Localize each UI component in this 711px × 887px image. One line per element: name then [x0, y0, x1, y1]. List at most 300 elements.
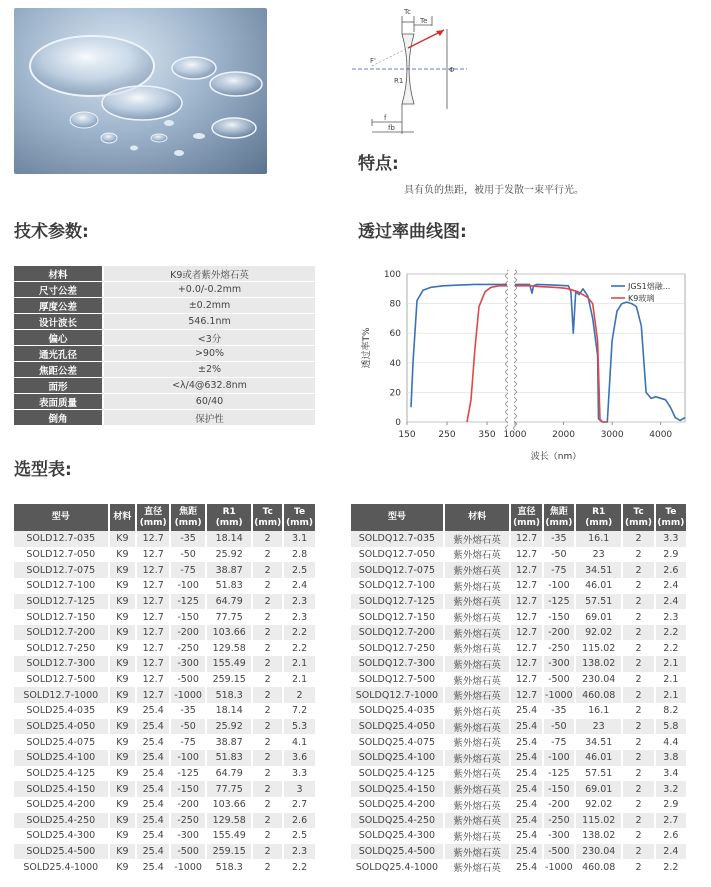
column-header: 直径 (mm) [510, 504, 542, 531]
table-cell: 2.1 [283, 672, 315, 688]
table-cell: 2.6 [283, 813, 315, 829]
table-cell: 紫外熔石英 [444, 703, 511, 719]
table-cell: 2 [622, 781, 654, 797]
table-cell: 77.75 [206, 781, 252, 797]
table-cell: 69.01 [575, 609, 622, 625]
features-title: 特点: [358, 154, 399, 174]
table-cell: SOLD25.4-050 [14, 719, 109, 735]
y-tick-label: 80 [389, 299, 401, 310]
table-cell: SOLDQ12.7-250 [351, 640, 444, 656]
product-photo [14, 8, 267, 174]
table-cell: 2 [622, 859, 654, 875]
table-cell: SOLDQ12.7-125 [351, 594, 444, 610]
table-cell: K9 [109, 703, 137, 719]
table-cell: 2 [252, 797, 283, 813]
table-cell: -50 [543, 719, 575, 735]
table-header-row [351, 504, 686, 531]
x-tick-label: 3000 [600, 430, 624, 440]
table-cell: 2.1 [655, 672, 686, 688]
table-row [351, 578, 686, 594]
table-cell: -125 [170, 594, 206, 610]
table-cell: 2 [252, 531, 283, 547]
table-row [351, 640, 686, 656]
table-row [14, 750, 315, 766]
table-cell: 2.3 [283, 844, 315, 860]
table-row [14, 828, 315, 844]
table-cell: SOLD12.7-500 [14, 672, 109, 688]
y-tick-label: 0 [395, 418, 401, 428]
features-text: 具有负的焦距，被用于发散一束平行光。 [404, 185, 584, 196]
table-cell: 2 [252, 844, 283, 860]
table-cell: 25.92 [206, 547, 252, 563]
table-cell: 51.83 [206, 750, 252, 766]
table-cell: SOLD12.7-125 [14, 594, 109, 610]
table-cell: SOLD25.4-500 [14, 844, 109, 860]
table-cell: 2.1 [655, 687, 686, 703]
table-cell: 2 [252, 828, 283, 844]
table-cell: -200 [543, 797, 575, 813]
spec-row [14, 394, 315, 410]
table-cell: 77.75 [206, 609, 252, 625]
table-cell: 92.02 [575, 625, 622, 641]
table-cell: K9 [109, 797, 137, 813]
column-header: 焦距 (mm) [170, 504, 206, 531]
table-cell: -125 [543, 594, 575, 610]
table-cell: 紫外熔石英 [444, 562, 511, 578]
table-cell: SOLDQ12.7-050 [351, 547, 444, 563]
table-cell: 46.01 [575, 750, 622, 766]
table-cell: SOLD25.4-1000 [14, 859, 109, 875]
table-cell: 3.1 [283, 531, 315, 547]
table-cell: 103.66 [206, 625, 252, 641]
spec-value: 保护性 [103, 410, 315, 426]
table-cell: 2.5 [283, 828, 315, 844]
table-cell: SOLD12.7-150 [14, 609, 109, 625]
table-cell: SOLD12.7-100 [14, 578, 109, 594]
table-cell: K9 [109, 719, 137, 735]
table-cell: 25.4 [136, 719, 170, 735]
table-cell: 129.58 [206, 640, 252, 656]
legend-label: JGS1熔融... [628, 282, 671, 291]
selection-table-k9 [14, 504, 315, 875]
table-cell: 紫外熔石英 [444, 547, 511, 563]
table-cell: 紫外熔石英 [444, 672, 511, 688]
table-cell: 紫外熔石英 [444, 750, 511, 766]
label-phi: Φ [449, 66, 455, 74]
table-cell: 57.51 [575, 594, 622, 610]
table-cell: SOLDQ25.4-200 [351, 797, 444, 813]
table-cell: -200 [170, 797, 206, 813]
table-cell: 518.3 [206, 859, 252, 875]
table-cell: 2 [252, 672, 283, 688]
table-cell: -1000 [543, 859, 575, 875]
table-cell: -50 [170, 719, 206, 735]
table-cell: -75 [543, 562, 575, 578]
table-cell: -500 [543, 672, 575, 688]
table-cell: 紫外熔石英 [444, 844, 511, 860]
table-cell: SOLDQ25.4-035 [351, 703, 444, 719]
column-header: 型号 [14, 504, 109, 531]
selection-title: 选型表: [14, 460, 72, 480]
table-cell: K9 [109, 562, 137, 578]
table-cell: SOLDQ25.4-1000 [351, 859, 444, 875]
table-cell: 3.2 [655, 781, 686, 797]
table-cell: 12.7 [510, 578, 542, 594]
table-cell: 2 [252, 813, 283, 829]
table-row [14, 734, 315, 750]
table-row [14, 703, 315, 719]
table-cell: 2 [622, 828, 654, 844]
table-cell: 64.79 [206, 766, 252, 782]
table-row [351, 672, 686, 688]
table-cell: 460.08 [575, 687, 622, 703]
table-cell: 12.7 [510, 687, 542, 703]
table-row [351, 531, 686, 547]
column-header: 焦距 (mm) [543, 504, 575, 531]
table-cell: SOLD25.4-100 [14, 750, 109, 766]
table-cell: K9 [109, 828, 137, 844]
table-cell: -35 [543, 703, 575, 719]
spec-value: <λ/4@632.8nm [103, 378, 315, 394]
table-cell: 12.7 [136, 672, 170, 688]
table-cell: 25.4 [510, 781, 542, 797]
spec-row [14, 330, 315, 346]
table-cell: 紫外熔石英 [444, 531, 511, 547]
table-cell: 3.6 [283, 750, 315, 766]
table-cell: 18.14 [206, 703, 252, 719]
column-header: Tc (mm) [622, 504, 654, 531]
spec-value: +0.0/-0.2mm [103, 282, 315, 298]
table-cell: 紫外熔石英 [444, 828, 511, 844]
table-cell: -300 [543, 656, 575, 672]
table-cell: SOLD12.7-300 [14, 656, 109, 672]
table-cell: 2.6 [655, 562, 686, 578]
table-cell: 2 [252, 859, 283, 875]
table-cell: SOLDQ12.7-075 [351, 562, 444, 578]
table-cell: 460.08 [575, 859, 622, 875]
table-cell: 25.4 [510, 797, 542, 813]
lens-photo-art [14, 8, 267, 174]
table-cell: -1000 [170, 687, 206, 703]
table-row [351, 844, 686, 860]
spec-key: 通光孔径 [14, 346, 103, 362]
table-cell: 2 [622, 609, 654, 625]
table-cell: 2.9 [655, 547, 686, 563]
table-row [351, 547, 686, 563]
x-tick-label: 4000 [649, 430, 673, 440]
table-cell: 25.4 [510, 703, 542, 719]
table-cell: 69.01 [575, 781, 622, 797]
table-cell: -250 [543, 640, 575, 656]
table-cell: 16.1 [575, 531, 622, 547]
table-cell: K9 [109, 640, 137, 656]
table-cell: 129.58 [206, 813, 252, 829]
table-cell: 25.92 [206, 719, 252, 735]
x-axis-label: 波长（nm） [530, 452, 582, 462]
table-cell: 25.4 [136, 859, 170, 875]
column-header: R1 (mm) [575, 504, 622, 531]
table-cell: 12.7 [510, 594, 542, 610]
table-cell: 3.4 [655, 766, 686, 782]
table-cell: 12.7 [510, 562, 542, 578]
table-cell: SOLD25.4-035 [14, 703, 109, 719]
table-row [351, 594, 686, 610]
table-cell: -300 [170, 656, 206, 672]
spec-table [14, 266, 315, 426]
table-cell: 紫外熔石英 [444, 656, 511, 672]
table-cell: 2 [622, 640, 654, 656]
table-cell: 2 [622, 734, 654, 750]
table-cell: -50 [170, 547, 206, 563]
table-cell: 2.2 [655, 625, 686, 641]
spec-row [14, 362, 315, 378]
table-cell: 25.4 [136, 844, 170, 860]
table-row [14, 656, 315, 672]
chart-title: 透过率曲线图: [358, 222, 467, 242]
label-tc: Tc [404, 8, 411, 16]
table-cell: 2 [622, 750, 654, 766]
table-cell: 紫外熔石英 [444, 719, 511, 735]
table-cell: SOLDQ25.4-075 [351, 734, 444, 750]
table-row [14, 687, 315, 703]
transmittance-chart [355, 262, 695, 467]
spec-key: 表面质量 [14, 394, 103, 410]
table-cell: 2 [622, 672, 654, 688]
table-cell: -150 [170, 781, 206, 797]
table-cell: SOLD12.7-200 [14, 625, 109, 641]
table-cell: 2.4 [283, 578, 315, 594]
table-cell: 12.7 [136, 562, 170, 578]
table-cell: 紫外熔石英 [444, 594, 511, 610]
table-cell: SOLDQ12.7-150 [351, 609, 444, 625]
table-cell: 紫外熔石英 [444, 578, 511, 594]
table-cell: 紫外熔石英 [444, 640, 511, 656]
table-row [14, 781, 315, 797]
table-cell: 25.4 [136, 797, 170, 813]
column-header: Te (mm) [655, 504, 686, 531]
table-cell: SOLD12.7-250 [14, 640, 109, 656]
table-cell: 12.7 [136, 640, 170, 656]
table-cell: K9 [109, 531, 137, 547]
table-cell: 18.14 [206, 531, 252, 547]
table-cell: 259.15 [206, 672, 252, 688]
table-cell: 紫外熔石英 [444, 781, 511, 797]
table-cell: 25.4 [510, 859, 542, 875]
table-cell: K9 [109, 750, 137, 766]
table-cell: 紫外熔石英 [444, 734, 511, 750]
table-cell: 2 [622, 547, 654, 563]
label-fb: fb [388, 124, 395, 132]
table-cell: SOLDQ12.7-500 [351, 672, 444, 688]
table-row [14, 797, 315, 813]
table-cell: 2 [252, 609, 283, 625]
spec-row [14, 410, 315, 426]
axis-break-gap [508, 271, 514, 425]
table-cell: 4.1 [283, 734, 315, 750]
table-row [14, 562, 315, 578]
table-cell: K9 [109, 578, 137, 594]
table-row [351, 734, 686, 750]
table-cell: 2 [252, 781, 283, 797]
table-cell: 2.3 [283, 609, 315, 625]
table-cell: 2 [252, 703, 283, 719]
table-cell: 2.4 [655, 594, 686, 610]
table-cell: SOLD12.7-1000 [14, 687, 109, 703]
table-cell: 2 [252, 687, 283, 703]
table-cell: K9 [109, 781, 137, 797]
table-cell: 103.66 [206, 797, 252, 813]
table-cell: SOLDQ12.7-300 [351, 656, 444, 672]
table-cell: 25.4 [510, 719, 542, 735]
table-cell: 3 [283, 781, 315, 797]
table-cell: 2.1 [655, 656, 686, 672]
y-tick-label: 40 [389, 358, 401, 369]
table-cell: SOLDQ25.4-300 [351, 828, 444, 844]
table-cell: 57.51 [575, 766, 622, 782]
spec-value: ±0.2mm [103, 298, 315, 314]
spec-key: 焦距公差 [14, 362, 103, 378]
table-cell: 25.4 [510, 828, 542, 844]
table-cell: -500 [170, 844, 206, 860]
table-cell: 2.7 [655, 813, 686, 829]
table-cell: 230.04 [575, 672, 622, 688]
column-header: 材料 [444, 504, 511, 531]
table-cell: SOLDQ25.4-100 [351, 750, 444, 766]
table-cell: 46.01 [575, 578, 622, 594]
spec-value: 546.1nm [103, 314, 315, 330]
table-cell: SOLDQ25.4-050 [351, 719, 444, 735]
table-cell: -35 [170, 703, 206, 719]
table-cell: 34.51 [575, 562, 622, 578]
lens-diagram [352, 4, 492, 144]
table-cell: 2.6 [655, 828, 686, 844]
table-cell: SOLD12.7-050 [14, 547, 109, 563]
specs-title: 技术参数: [14, 222, 89, 242]
table-row [14, 766, 315, 782]
table-cell: 3.8 [655, 750, 686, 766]
table-cell: -250 [170, 640, 206, 656]
label-fprime: F' [370, 57, 376, 65]
table-cell: SOLD25.4-125 [14, 766, 109, 782]
spec-key: 面形 [14, 378, 103, 394]
spec-row [14, 266, 315, 282]
table-cell: 2 [252, 734, 283, 750]
table-cell: 紫外熔石英 [444, 766, 511, 782]
table-cell: 2 [252, 750, 283, 766]
table-cell: 2.9 [655, 797, 686, 813]
table-cell: -200 [170, 625, 206, 641]
table-cell: -150 [543, 781, 575, 797]
spec-key: 尺寸公差 [14, 282, 103, 298]
table-cell: 12.7 [136, 594, 170, 610]
spec-value: K9或者紫外熔石英 [103, 266, 315, 282]
table-row [351, 687, 686, 703]
table-cell: 2 [252, 562, 283, 578]
spec-row [14, 282, 315, 298]
x-tick-label: 150 [398, 430, 416, 440]
table-cell: -100 [543, 750, 575, 766]
table-cell: SOLDQ25.4-125 [351, 766, 444, 782]
table-row [14, 844, 315, 860]
table-row [351, 766, 686, 782]
table-cell: -150 [543, 609, 575, 625]
table-cell: SOLD25.4-150 [14, 781, 109, 797]
table-cell: 紫外熔石英 [444, 687, 511, 703]
table-cell: 紫外熔石英 [444, 625, 511, 641]
table-cell: SOLDQ12.7-200 [351, 625, 444, 641]
table-cell: 2 [622, 766, 654, 782]
table-row [351, 750, 686, 766]
table-cell: 34.51 [575, 734, 622, 750]
table-cell: -35 [170, 531, 206, 547]
column-header: Tc (mm) [252, 504, 283, 531]
table-cell: 2 [622, 562, 654, 578]
table-cell: 紫外熔石英 [444, 813, 511, 829]
table-cell: 25.4 [136, 703, 170, 719]
x-tick-label: 350 [478, 430, 496, 440]
table-cell: 3.3 [283, 766, 315, 782]
table-cell: 12.7 [136, 578, 170, 594]
table-cell: 2 [252, 578, 283, 594]
label-f: f [384, 114, 387, 122]
column-header: 型号 [351, 504, 444, 531]
table-cell: -100 [170, 750, 206, 766]
table-cell: SOLDQ12.7-100 [351, 578, 444, 594]
x-tick-label: 1000 [503, 430, 527, 440]
table-cell: 92.02 [575, 797, 622, 813]
table-cell: 3.3 [655, 531, 686, 547]
table-cell: K9 [109, 547, 137, 563]
table-cell: -300 [170, 828, 206, 844]
table-cell: 2 [622, 578, 654, 594]
table-cell: 64.79 [206, 594, 252, 610]
table-cell: 115.02 [575, 640, 622, 656]
label-te: Te [420, 17, 428, 25]
table-row [14, 531, 315, 547]
column-header: 材料 [109, 504, 137, 531]
table-row [14, 813, 315, 829]
table-cell: SOLDQ12.7-1000 [351, 687, 444, 703]
table-row [351, 703, 686, 719]
table-cell: 2 [622, 719, 654, 735]
table-row [351, 781, 686, 797]
table-row [351, 562, 686, 578]
table-cell: 2 [622, 625, 654, 641]
table-cell: -100 [170, 578, 206, 594]
table-cell: 2 [252, 594, 283, 610]
table-cell: 12.7 [510, 609, 542, 625]
column-header: Te (mm) [283, 504, 315, 531]
table-cell: 138.02 [575, 828, 622, 844]
table-cell: 25.4 [510, 766, 542, 782]
table-cell: 2 [622, 687, 654, 703]
spec-key: 材料 [14, 266, 103, 282]
table-row [14, 609, 315, 625]
table-cell: K9 [109, 859, 137, 875]
table-cell: 紫外熔石英 [444, 609, 511, 625]
table-cell: 2 [252, 640, 283, 656]
table-row [14, 640, 315, 656]
table-cell: 155.49 [206, 656, 252, 672]
table-cell: 2 [622, 594, 654, 610]
table-row [351, 719, 686, 735]
table-cell: 2 [252, 656, 283, 672]
table-row [351, 797, 686, 813]
table-cell: -500 [543, 844, 575, 860]
spec-key: 偏心 [14, 330, 103, 346]
table-cell: SOLD25.4-200 [14, 797, 109, 813]
label-r1: R1 [394, 77, 404, 85]
